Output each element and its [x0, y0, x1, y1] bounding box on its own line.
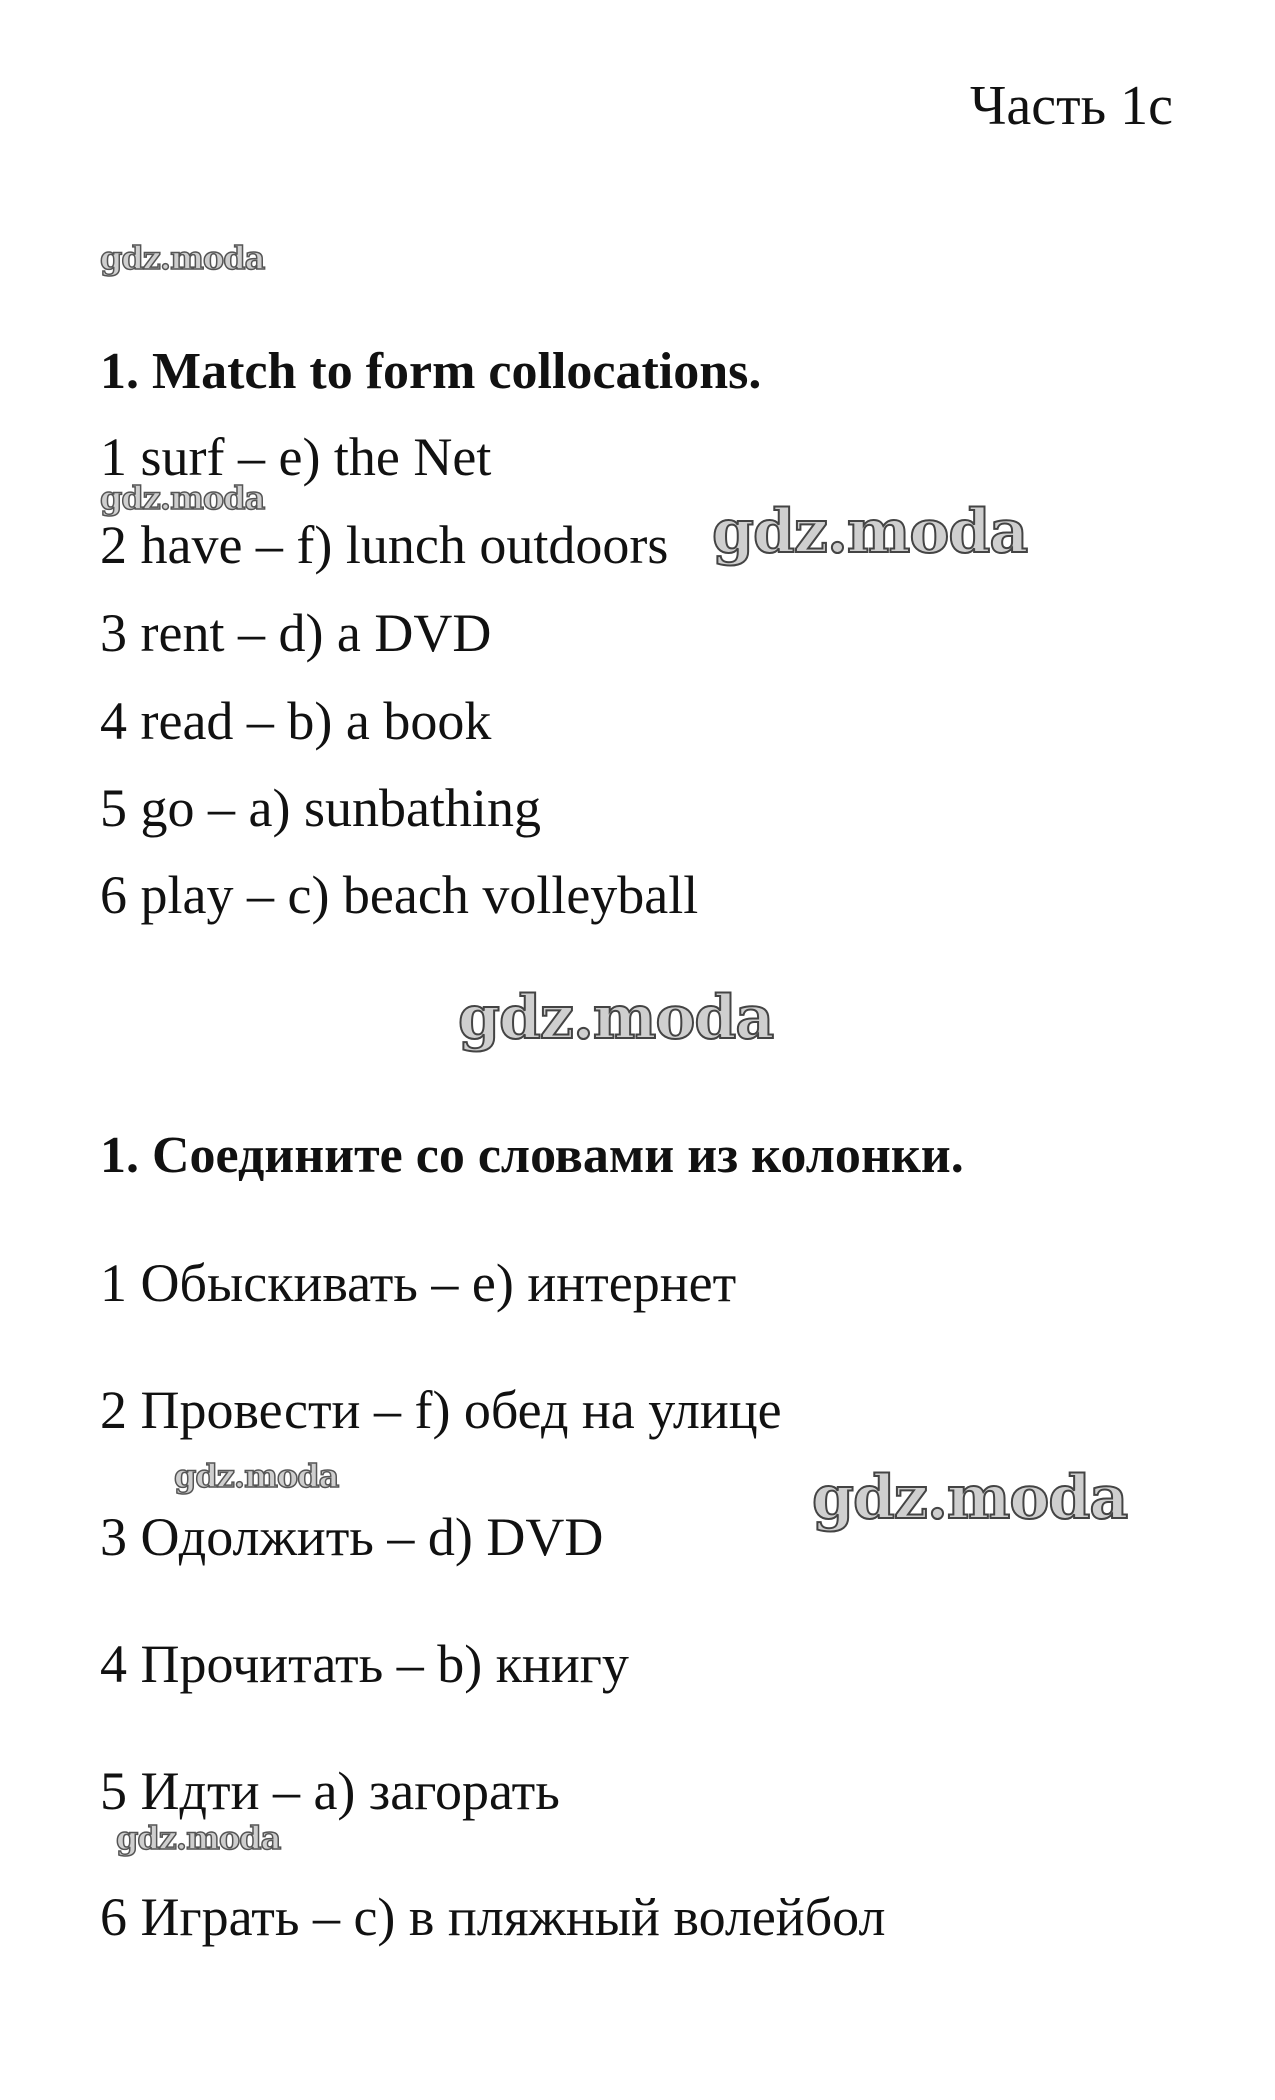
russian-collocation-item: 2 Провести – f) обед на улице	[100, 1380, 782, 1440]
english-collocation-item: 3 rent – d) a DVD	[100, 603, 492, 663]
watermark-logo: gdz.moda	[100, 239, 265, 277]
watermark-logo: gdz.moda	[116, 1819, 281, 1857]
russian-collocation-item: 3 Одолжить – d) DVD	[100, 1507, 604, 1567]
english-collocation-item: 6 play – c) beach volleyball	[100, 865, 699, 925]
russian-collocation-item: 1 Обыскивать – e) интернет	[100, 1253, 737, 1313]
watermark-logo: gdz.moda	[812, 1463, 1128, 1533]
english-collocation-item: 2 have – f) lunch outdoors	[100, 515, 669, 575]
russian-collocation-item: 6 Играть – c) в пляжный волейбол	[100, 1887, 886, 1947]
english-collocation-item: 4 read – b) a book	[100, 691, 492, 751]
watermark-logo: gdz.moda	[712, 497, 1028, 567]
watermark-logo: gdz.moda	[100, 479, 265, 517]
watermark-logo: gdz.moda	[174, 1457, 339, 1495]
russian-collocation-item: 4 Прочитать – b) книгу	[100, 1634, 629, 1694]
russian-exercise-heading: 1. Соедините со словами из колонки.	[100, 1127, 964, 1184]
watermark-logo: gdz.moda	[458, 983, 774, 1053]
page-part-label: Часть 1c	[970, 75, 1173, 137]
english-collocation-item: 1 surf – e) the Net	[100, 427, 492, 487]
english-collocation-item: 5 go – a) sunbathing	[100, 778, 541, 838]
english-exercise-heading: 1. Match to form collocations.	[100, 343, 762, 400]
russian-collocation-item: 5 Идти – a) загорать	[100, 1761, 560, 1821]
